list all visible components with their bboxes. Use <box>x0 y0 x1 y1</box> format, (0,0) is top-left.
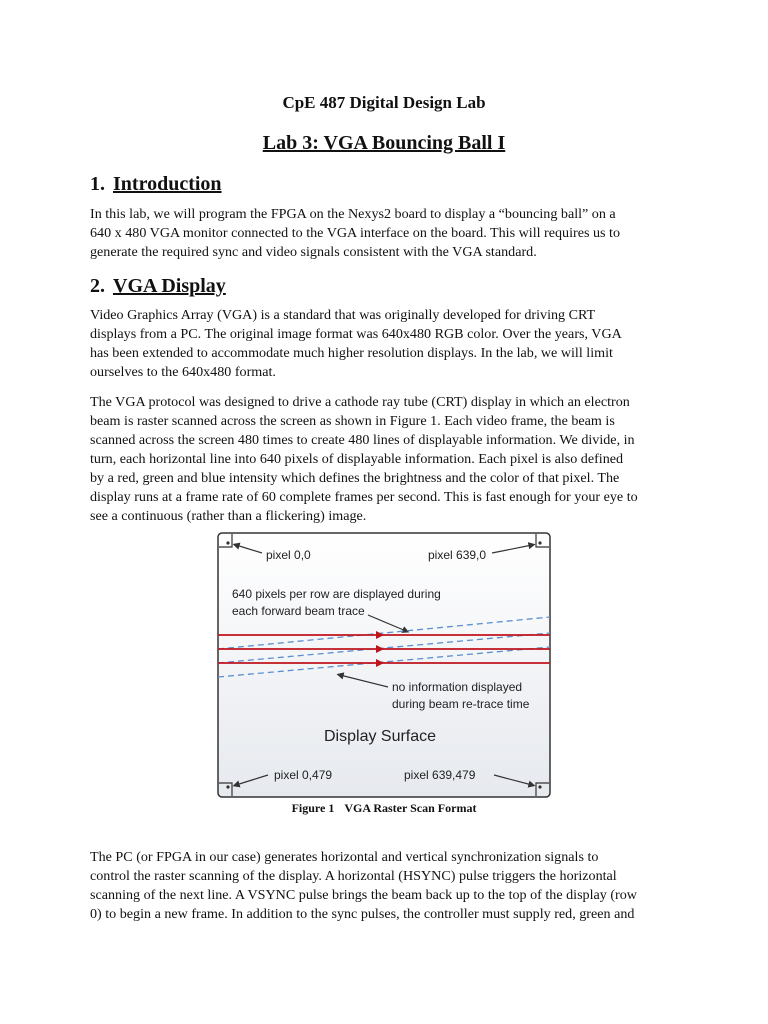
section-heading-vga-display <box>90 272 226 300</box>
display-surface <box>218 533 550 797</box>
label-pixel-639-479: pixel 639,479 <box>404 768 476 782</box>
label-pixel-639-0: pixel 639,0 <box>428 548 487 562</box>
figure-caption <box>0 799 768 817</box>
pixel-dot-top-left <box>226 541 229 544</box>
label-pixel-0-0: pixel 0,0 <box>266 548 311 562</box>
text-line: display runs at a frame rate of 60 complete frames per second. This is fast enough for your eye to <box>90 489 638 505</box>
text-line: scanned across the screen 480 times to create 480 lines of displayable information. We divide, in <box>90 432 635 448</box>
text-line: The VGA protocol was designed to drive a cathode ray tube (CRT) display in which an electron <box>90 394 630 410</box>
label-forward-trace-1: 640 pixels per row are displayed during <box>232 587 441 601</box>
text-line: see a continuous (rather than a flickering) image. <box>90 508 367 524</box>
label-retrace-2: during beam re-trace time <box>392 697 530 711</box>
text-line: turn, each horizontal line into 640 pixels of displayable information. Each pixel is also defined <box>90 451 624 467</box>
label-pixel-0-479: pixel 0,479 <box>274 768 333 782</box>
text-line: Video Graphics Array (VGA) is a standard that was originally developed for driving CRT <box>90 307 596 323</box>
raster-scan-diagram <box>216 531 552 799</box>
section-title: VGA Display <box>113 275 226 297</box>
figure-caption-text: VGA Raster Scan Format <box>344 801 477 815</box>
text-line: beam is raster scanned across the screen as shown in Figure 1. Each video frame, the beam is <box>90 413 615 429</box>
text-line: 0) to begin a new frame. In addition to the sync pulses, the controller must supply red, green and <box>90 906 635 922</box>
text-line: generate the required sync and video signals consistent with the VGA standard. <box>90 244 537 260</box>
label-forward-trace-2: each forward beam trace <box>232 604 365 618</box>
section-number: 2. <box>90 275 105 297</box>
section-heading-introduction <box>90 170 222 198</box>
text-line: The PC (or FPGA in our case) generates horizontal and vertical synchronization signals to <box>90 849 599 865</box>
label-retrace-1: no information displayed <box>392 680 523 694</box>
lab-title: Lab 3: VGA Bouncing Ball I <box>262 132 506 154</box>
text-line: by a red, green and blue intensity which defines the brightness and the color of that pixel. The <box>90 470 620 486</box>
figure-caption-label: Figure 1 <box>291 801 335 815</box>
raster-scan-figure <box>216 531 552 799</box>
label-display-surface: Display Surface <box>324 728 437 745</box>
text-line: ourselves to the 640x480 format. <box>90 364 276 380</box>
vga-protocol-paragraph <box>90 393 680 526</box>
text-line: displays from a PC. The original image format was 640x480 RGB color. Over the years, VGA <box>90 326 622 342</box>
pixel-dot-bottom-left <box>226 785 229 788</box>
text-line: 640 x 480 VGA monitor connected to the VGA interface on the board. This will requires us to <box>90 225 620 241</box>
vga-intro-paragraph <box>90 306 680 382</box>
section-title: Introduction <box>113 173 222 195</box>
sync-signals-paragraph <box>90 848 680 924</box>
text-line: In this lab, we will program the FPGA on the Nexys2 board to display a “bouncing ball” on a <box>90 206 616 222</box>
intro-paragraph <box>90 205 680 262</box>
text-line: scanning of the next line. A VSYNC pulse brings the beam back up to the top of the display (row <box>90 887 637 903</box>
text-line: has been extended to accommodate much higher resolution displays. In the lab, we will limit <box>90 345 613 361</box>
pixel-dot-bottom-right <box>538 785 541 788</box>
course-title: CpE 487 Digital Design Lab <box>282 93 486 112</box>
section-number: 1. <box>90 173 105 195</box>
text-line: control the raster scanning of the display. A horizontal (HSYNC) pulse triggers the horizontal <box>90 868 617 884</box>
pixel-dot-top-right <box>538 541 541 544</box>
